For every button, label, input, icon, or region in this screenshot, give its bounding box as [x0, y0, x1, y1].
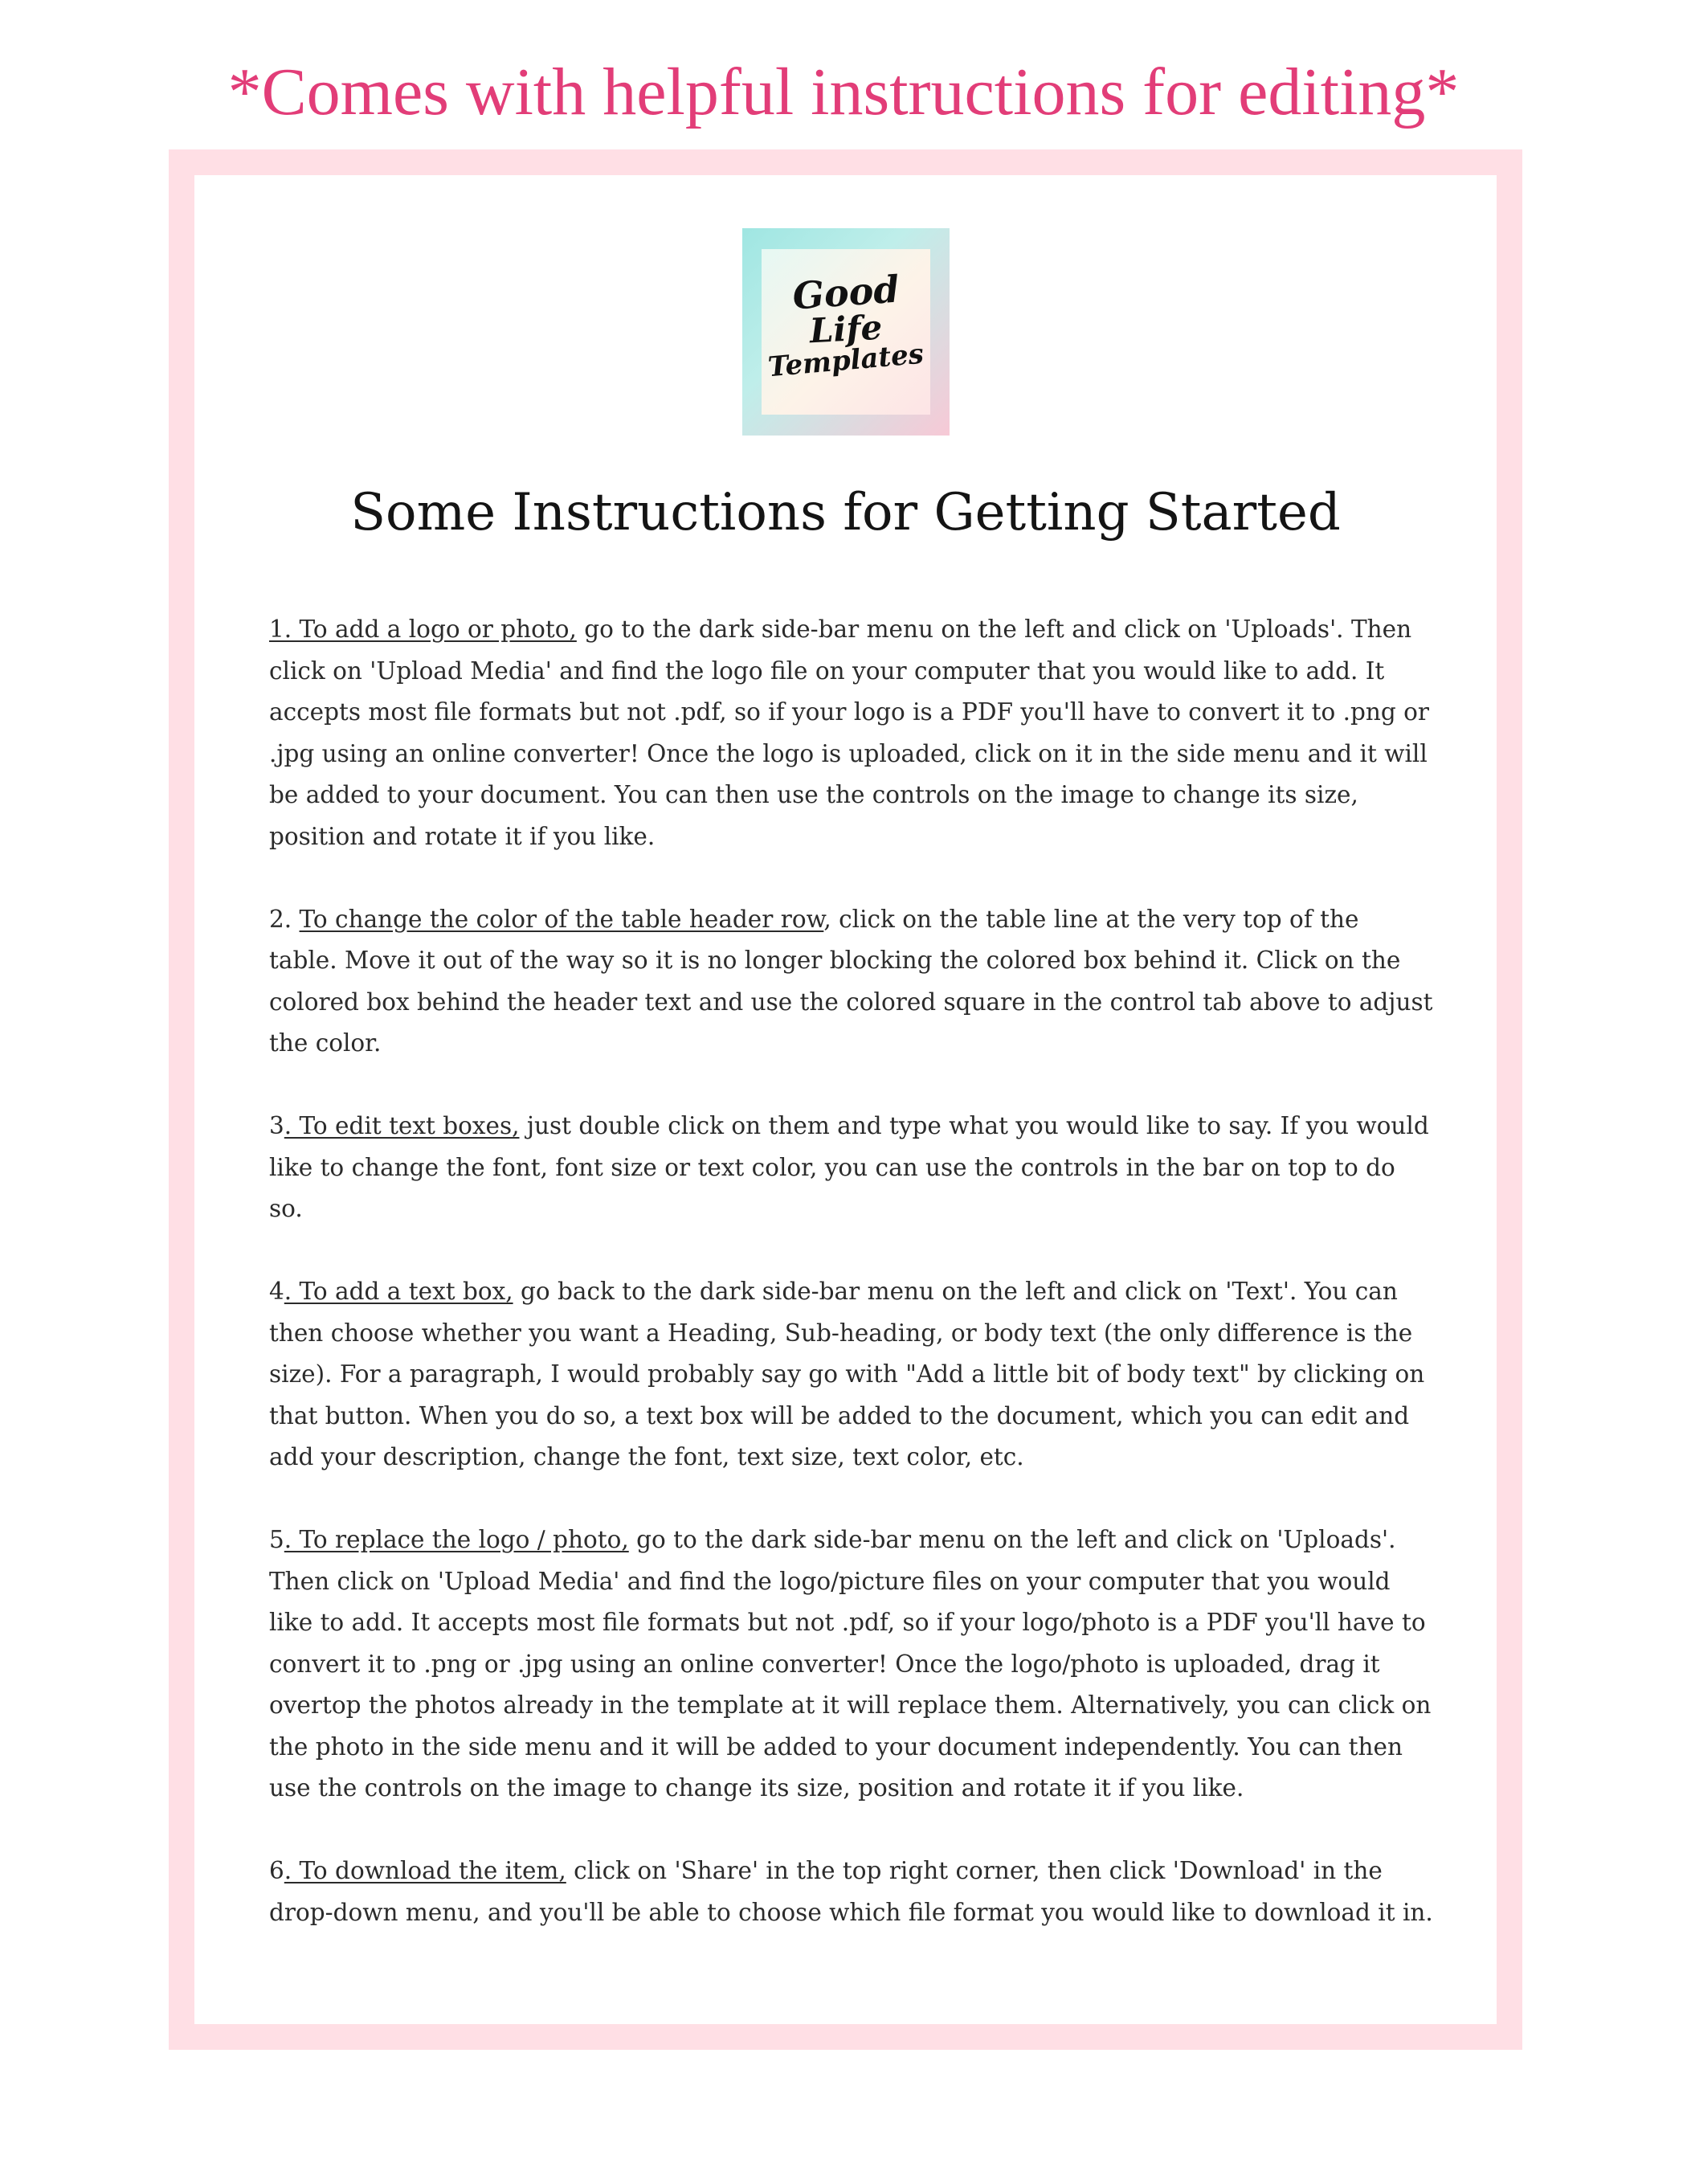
- step-heading: . To edit text boxes,: [284, 1112, 520, 1139]
- page-title: Some Instructions for Getting Started: [350, 483, 1341, 542]
- step-heading: . To download the item,: [284, 1857, 566, 1884]
- step-heading: . To add a text box,: [284, 1278, 513, 1305]
- step-number: 4: [269, 1278, 284, 1305]
- step-heading: . To replace the logo / photo,: [284, 1526, 629, 1553]
- instruction-step-3: [269, 1106, 1434, 1230]
- brand-logo: [742, 228, 950, 436]
- step-body: go to the dark side-bar menu on the left and click on 'Uploads'. Then click on 'Upload Media' and find the logo/picture files on your computer that you would like to add. It accepts most file formats but not .pdf, so if your logo/photo is a PDF you'll have to convert it to .png or .jpg using an online converter! Once the logo/photo is uploaded, drag it overtop the photos already in the template at it will replace them. Alternatively, you can click on the photo in the side menu and it will be added to your document independently. You can then use the controls on the image to change its size, position and rotate it if you like.: [269, 1526, 1432, 1802]
- step-number: 6: [269, 1857, 284, 1884]
- step-number: 3: [269, 1112, 284, 1139]
- step-heading: To change the color of the table header row: [299, 905, 824, 933]
- step-number: 2.: [269, 905, 300, 933]
- logo-wordmark: [762, 267, 930, 384]
- promo-banner: *Comes with helpful instructions for editing*: [227, 55, 1460, 129]
- document-page: [194, 175, 1497, 2024]
- logo-line-1: Good: [790, 267, 901, 318]
- instructions-list: [269, 609, 1434, 1975]
- instruction-step-4: [269, 1271, 1434, 1478]
- step-heading: 1. To add a logo or photo,: [269, 616, 577, 643]
- logo-line-3: Templates: [766, 338, 925, 384]
- instruction-step-2: [269, 899, 1434, 1065]
- instruction-step-1: [269, 609, 1434, 857]
- instruction-step-6: [269, 1851, 1434, 1933]
- step-body: just double click on them and type what you would like to say. If you would like to change the font, font size or text color, you can use the controls in the bar on top to do so.: [269, 1112, 1429, 1222]
- step-number: 5: [269, 1526, 284, 1553]
- logo-line-2: Life: [808, 307, 884, 351]
- step-body: go back to the dark side-bar menu on the left and click on 'Text'. You can then choose whether you want a Heading, Sub-heading, or body text (the only difference is the size). For a paragraph, I would probably say go with "Add a little bit of body text" by clicking on that button. When you do so, a text box will be added to the document, which you can edit and add your description, change the font, text size, text color, etc.: [269, 1278, 1425, 1470]
- step-body: click on 'Share' in the top right corner, then click 'Download' in the drop-down menu, and you'll be able to choose which file format you would like to download it in.: [269, 1857, 1433, 1926]
- step-body: go to the dark side-bar menu on the left and click on 'Uploads'. Then click on 'Upload Media' and find the logo file on your computer that you would like to add. It accepts most file formats but not .pdf, so if your logo is a PDF you'll have to convert it to .png or .jpg using an online converter! Once the logo is uploaded, click on it in the side menu and it will be added to your document. You can then use the controls on the image to change its size, position and rotate it if you like.: [269, 616, 1430, 850]
- step-body: , click on the table line at the very top of the table. Move it out of the way so it is no longer blocking the colored box behind it. Click on the colored box behind the header text and use the colored square in the control tab above to adjust the color.: [269, 905, 1433, 1057]
- logo-panel: [762, 249, 930, 415]
- document-frame: [169, 149, 1522, 2050]
- instruction-step-5: [269, 1519, 1434, 1810]
